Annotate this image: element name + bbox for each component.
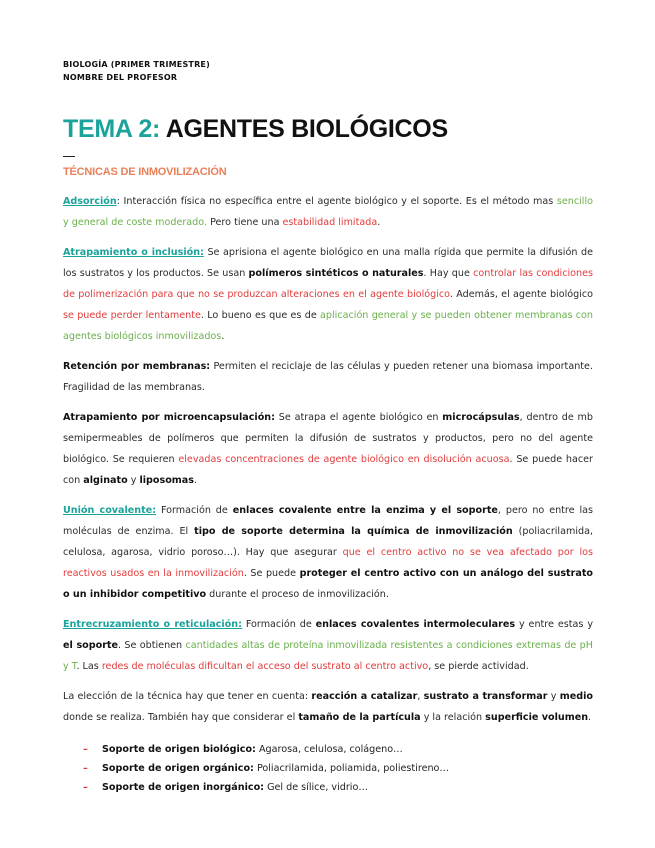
bold-text: reacción a catalizar	[311, 691, 418, 702]
bold-text: tipo de soporte determina la química de inmovilización	[194, 526, 513, 537]
text: . Lo bueno es que es de	[200, 310, 321, 321]
highlight-red: que el centro activo no se vea afectado por los reactivos usados en la inmovilización	[63, 547, 593, 579]
highlight-red: elevadas concentraciones de agente biológico en disolución acuosa	[178, 454, 510, 465]
bold-text: polímeros sintéticos o naturales	[248, 268, 424, 279]
text: .	[588, 712, 592, 723]
text: y	[547, 691, 560, 702]
bold-text: tamaño de la partícula	[298, 712, 421, 723]
term-union: Unión covalente:	[63, 505, 157, 516]
text: . Se puede hacer con	[63, 454, 594, 486]
bullet-text: Agarosa, celulosa, colágeno…	[255, 744, 403, 755]
text: : Interacción física no específica entre el agente biológico y el soporte. Es el método mas	[116, 196, 557, 207]
term-retencion: Retención por membranas:	[63, 361, 211, 372]
text: donde se realiza. También hay que considerar el	[63, 712, 299, 723]
text: Formación de	[156, 505, 233, 516]
highlight-red: controlar las condiciones de polimerización para que no se produzcan alteraciones en el agente biológico	[63, 268, 593, 300]
text: , se pierde actividad.	[428, 661, 529, 672]
term-entrecruzamiento: Entrecruzamiento o reticulación:	[63, 619, 242, 630]
bullet-text: Poliacrilamida, poliamida, poliestireno…	[253, 763, 450, 774]
text: Permiten el reciclaje de las células y pueden retener una biomasa importante. Fragilidad de las membranas.	[63, 361, 593, 393]
text: .	[221, 331, 225, 342]
course-header: BIOLOGÍA (PRIMER TRIMESTRE)	[63, 60, 210, 69]
text: Se aprisiona el agente biológico en una malla rígida que permite la difusión de los sustratos y los productos. Se usan	[63, 247, 593, 279]
paragraph-atrapamiento	[63, 242, 593, 347]
highlight-red: estabilidad limitada	[282, 217, 378, 228]
title-main: AGENTES BIOLÓGICOS	[165, 115, 448, 143]
bold-text: enlaces covalente entre la enzima y el soporte	[232, 505, 498, 516]
bold-text: medio	[559, 691, 593, 702]
paragraph-adsorcion	[63, 191, 593, 233]
bullet-label: Soporte de origen inorgánico:	[102, 782, 265, 793]
text: .	[194, 475, 198, 486]
bold-text: superficie volumen	[485, 712, 589, 723]
bold-text: alginato	[83, 475, 128, 486]
text: y	[127, 475, 140, 486]
bullet-label: Soporte de origen orgánico:	[102, 763, 254, 774]
text: Pero tiene una	[207, 217, 283, 228]
list-item	[63, 759, 593, 778]
paragraph-entrecruzamiento	[63, 614, 593, 677]
text: y entre estas y	[515, 619, 593, 630]
page-title	[63, 114, 593, 144]
bold-text: liposomas	[139, 475, 194, 486]
highlight-red: se puede perder lentamente	[63, 310, 201, 321]
highlight-red: redes de moléculas dificultan el acceso del sustrato al centro activo	[101, 661, 429, 672]
dash-bullet: –	[83, 744, 88, 755]
text: (poliacrilamida, celulosa, agarosa, vidrio poroso…). Hay que asegurar	[63, 526, 593, 558]
paragraph-union	[63, 500, 593, 605]
bold-text: el soporte	[63, 640, 119, 651]
dash-bullet: –	[83, 782, 88, 793]
text: y la relación	[420, 712, 486, 723]
text: La elección de la técnica hay que tener en cuenta:	[63, 691, 312, 702]
text: . Las	[76, 661, 102, 672]
text: , dentro de mb semipermeables de polímeros que permiten la difusión de sustratos y productos, pero no del agente biológico. Se requieren	[63, 412, 593, 465]
bold-text: proteger el centro activo con un análogo del sustrato o un inhibidor competitivo	[63, 568, 594, 600]
text: . Además, el agente biológico	[449, 289, 594, 300]
term-atrapamiento: Atrapamiento o inclusión:	[63, 247, 204, 258]
text: . Se puede	[243, 568, 300, 579]
dash-bullet: –	[83, 763, 88, 774]
highlight-green: cantidades altas de proteína inmovilizada resistentes a condiciones extremas de pH y T	[63, 640, 593, 672]
text: ,	[417, 691, 424, 702]
title-divider	[63, 156, 75, 157]
bold-text: enlaces covalentes intermoleculares	[315, 619, 516, 630]
teacher-header: NOMBRE DEL PROFESOR	[63, 73, 178, 82]
text: , pero no entre las moléculas de enzima. El	[63, 505, 594, 537]
term-microencapsulacion: Atrapamiento por microencapsulación:	[63, 412, 275, 423]
paragraph-microencapsulacion	[63, 407, 593, 491]
text: . Se obtienen	[118, 640, 186, 651]
highlight-green: sencillo y general de coste moderado.	[63, 196, 593, 228]
list-item	[63, 740, 593, 759]
section-title: TÉCNICAS DE INMOVILIZACIÓN	[63, 166, 227, 178]
title-prefix: TEMA 2:	[63, 115, 160, 143]
text: durante el proceso de inmovilización.	[206, 589, 389, 600]
list-item	[63, 778, 593, 797]
paragraph-retencion	[63, 356, 593, 398]
text: Se atrapa el agente biológico en	[274, 412, 443, 423]
text: . Hay que	[423, 268, 474, 279]
highlight-green: aplicación general y se pueden obtener membranas con agentes biológicos inmovilizados	[63, 310, 593, 342]
bullet-text: Gel de sílice, vidrio…	[264, 782, 368, 793]
term-adsorcion: Adsorción	[63, 196, 117, 207]
paragraph-conclusion	[63, 686, 593, 728]
text: Formación de	[241, 619, 316, 630]
bold-text: sustrato a transformar	[423, 691, 548, 702]
bold-text: microcápsulas	[442, 412, 520, 423]
bullet-label: Soporte de origen biológico:	[102, 744, 256, 755]
text: .	[377, 217, 381, 228]
document-page	[63, 58, 593, 797]
support-list	[63, 740, 593, 797]
